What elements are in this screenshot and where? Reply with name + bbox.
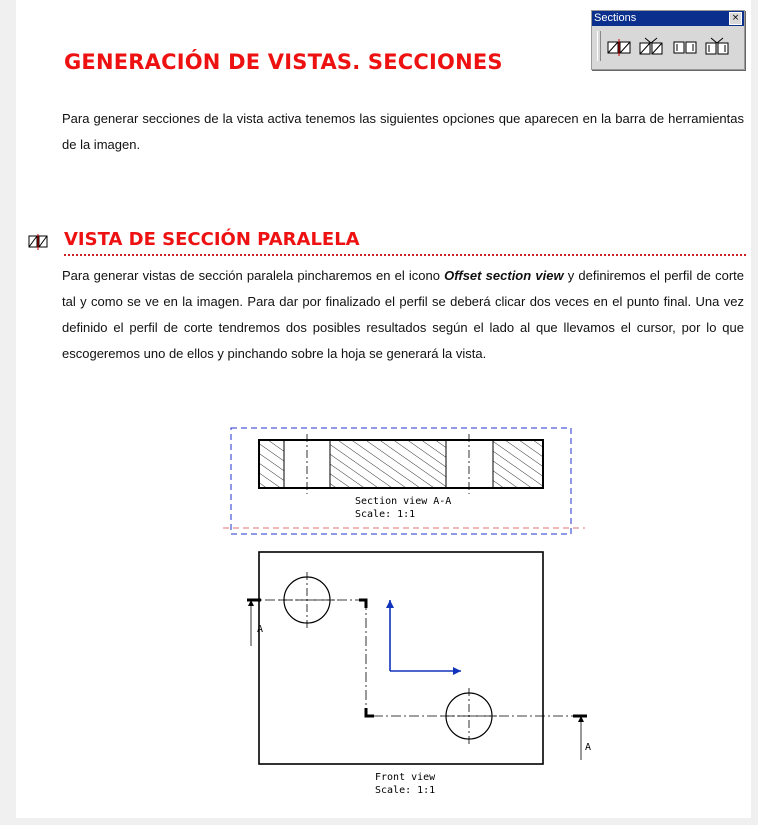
front-view-scale: Scale: 1:1 (375, 785, 436, 796)
intro-paragraph: Para generar secciones de la vista activa tenemos las siguientes opciones que aparecen en la barra de herramientas de la imagen. (62, 111, 744, 152)
section-text-after: y definiremos el perfil de corte tal y como se ve en la imagen. Para dar por finalizado el perfil se deberá clicar dos veces en el punto final. Una vez definido el perfil de corte tendremos dos posibles resultados según el lado al que llevamos el cursor, por lo que escogeremos uno de ellos y pinchando sobre la hoja se generará la vista. (62, 268, 744, 361)
offset-section-cut-icon[interactable] (670, 35, 700, 59)
front-view-body (259, 552, 543, 764)
offset-section-view-icon (28, 234, 48, 250)
section-title: VISTA DE SECCIÓN PARALELA (64, 229, 360, 250)
document-page (16, 0, 751, 818)
front-view-label: Front view (375, 772, 436, 783)
aligned-section-view-icon[interactable] (636, 35, 666, 59)
cut-label-top: A (257, 624, 264, 635)
section-text-before: Para generar vistas de sección paralela pincharemos en el icono (62, 268, 445, 283)
section-paragraph (62, 263, 744, 367)
section-view-label: Section view A-A (355, 496, 452, 507)
section-view-scale: Scale: 1:1 (355, 509, 416, 520)
section-divider (64, 254, 746, 256)
aligned-section-cut-icon[interactable] (702, 35, 732, 59)
page-title: GENERACIÓN DE VISTAS. SECCIONES (64, 50, 503, 74)
offset-section-view-term: Offset section view (444, 268, 564, 283)
offset-section-view-icon[interactable] (604, 35, 634, 59)
toolbar-grip-handle[interactable] (597, 31, 601, 61)
section-drawing-figure (211, 420, 601, 810)
sections-toolbar[interactable] (591, 10, 745, 70)
toolbar-title: Sections (592, 11, 744, 26)
toolbar-close-button[interactable]: × (729, 12, 742, 25)
section-view-body (259, 434, 543, 494)
cut-label-bottom: A (585, 742, 592, 753)
